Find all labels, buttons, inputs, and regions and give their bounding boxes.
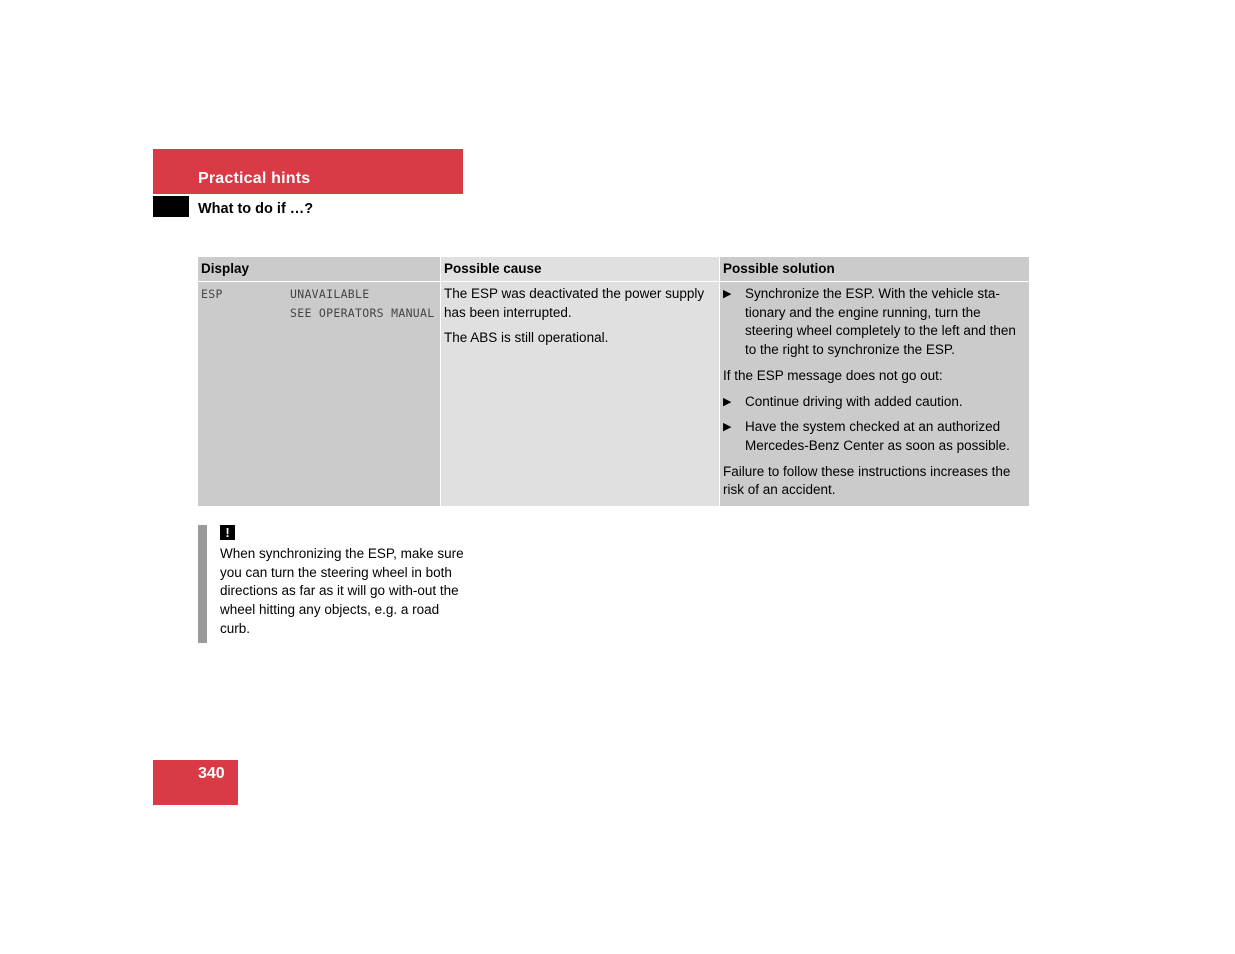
solution-step (723, 285, 1026, 360)
arrow-right-icon: ▶ (723, 421, 732, 434)
header-solution: Possible solution (720, 257, 1029, 282)
solution-column (720, 257, 1029, 506)
cause-text-2: The ABS is still operational. (444, 330, 609, 346)
note-text: When synchronizing the ESP, make sure you can turn the steering wheel in both directions as far as it will go with-out the wheel hitting any objects, e.g. a road curb. (220, 546, 464, 636)
cause-text-1: The ESP was deactivated the power supply has been interrupted. (444, 286, 705, 320)
display-line2: SEE OPERATORS MANUAL (290, 306, 435, 320)
display-cell (198, 282, 440, 323)
arrow-right-icon: ▶ (723, 395, 732, 408)
display-line1: UNAVAILABLE (290, 287, 370, 301)
subsection-title: What to do if …? (198, 201, 314, 217)
note-bar (198, 525, 207, 643)
solution-warning: Failure to follow these instructions increases the risk of an accident. (723, 463, 1011, 498)
header-display: Display (198, 257, 440, 282)
page-number: 340 (198, 765, 225, 782)
header-cause: Possible cause (441, 257, 719, 282)
display-column (198, 257, 440, 506)
solution-condition: If the ESP message does not go out: (723, 367, 943, 383)
solution-step (723, 393, 1026, 412)
display-label: ESP (201, 287, 223, 301)
solution-step (723, 418, 1026, 455)
warning-icon: ! (220, 525, 235, 540)
troubleshooting-table (198, 257, 1029, 506)
arrow-right-icon: ▶ (723, 288, 732, 300)
cause-cell (441, 282, 719, 348)
page-number-band (153, 760, 238, 805)
section-title: Practical hints (198, 170, 311, 187)
solution-step-text: Continue driving with added caution. (745, 393, 963, 409)
solution-step-text: Have the system checked at an authorized Mercedes-Benz Center as soon as possible. (745, 419, 1010, 453)
solution-step-text: Synchronize the ESP. With the vehicle sta-tionary and the engine running, turn the steering wheel completely to the left and then to the right to synchronize the ESP. (745, 286, 1016, 358)
solution-cell (720, 282, 1029, 500)
subsection-marker (153, 196, 189, 217)
cause-column (441, 257, 719, 506)
